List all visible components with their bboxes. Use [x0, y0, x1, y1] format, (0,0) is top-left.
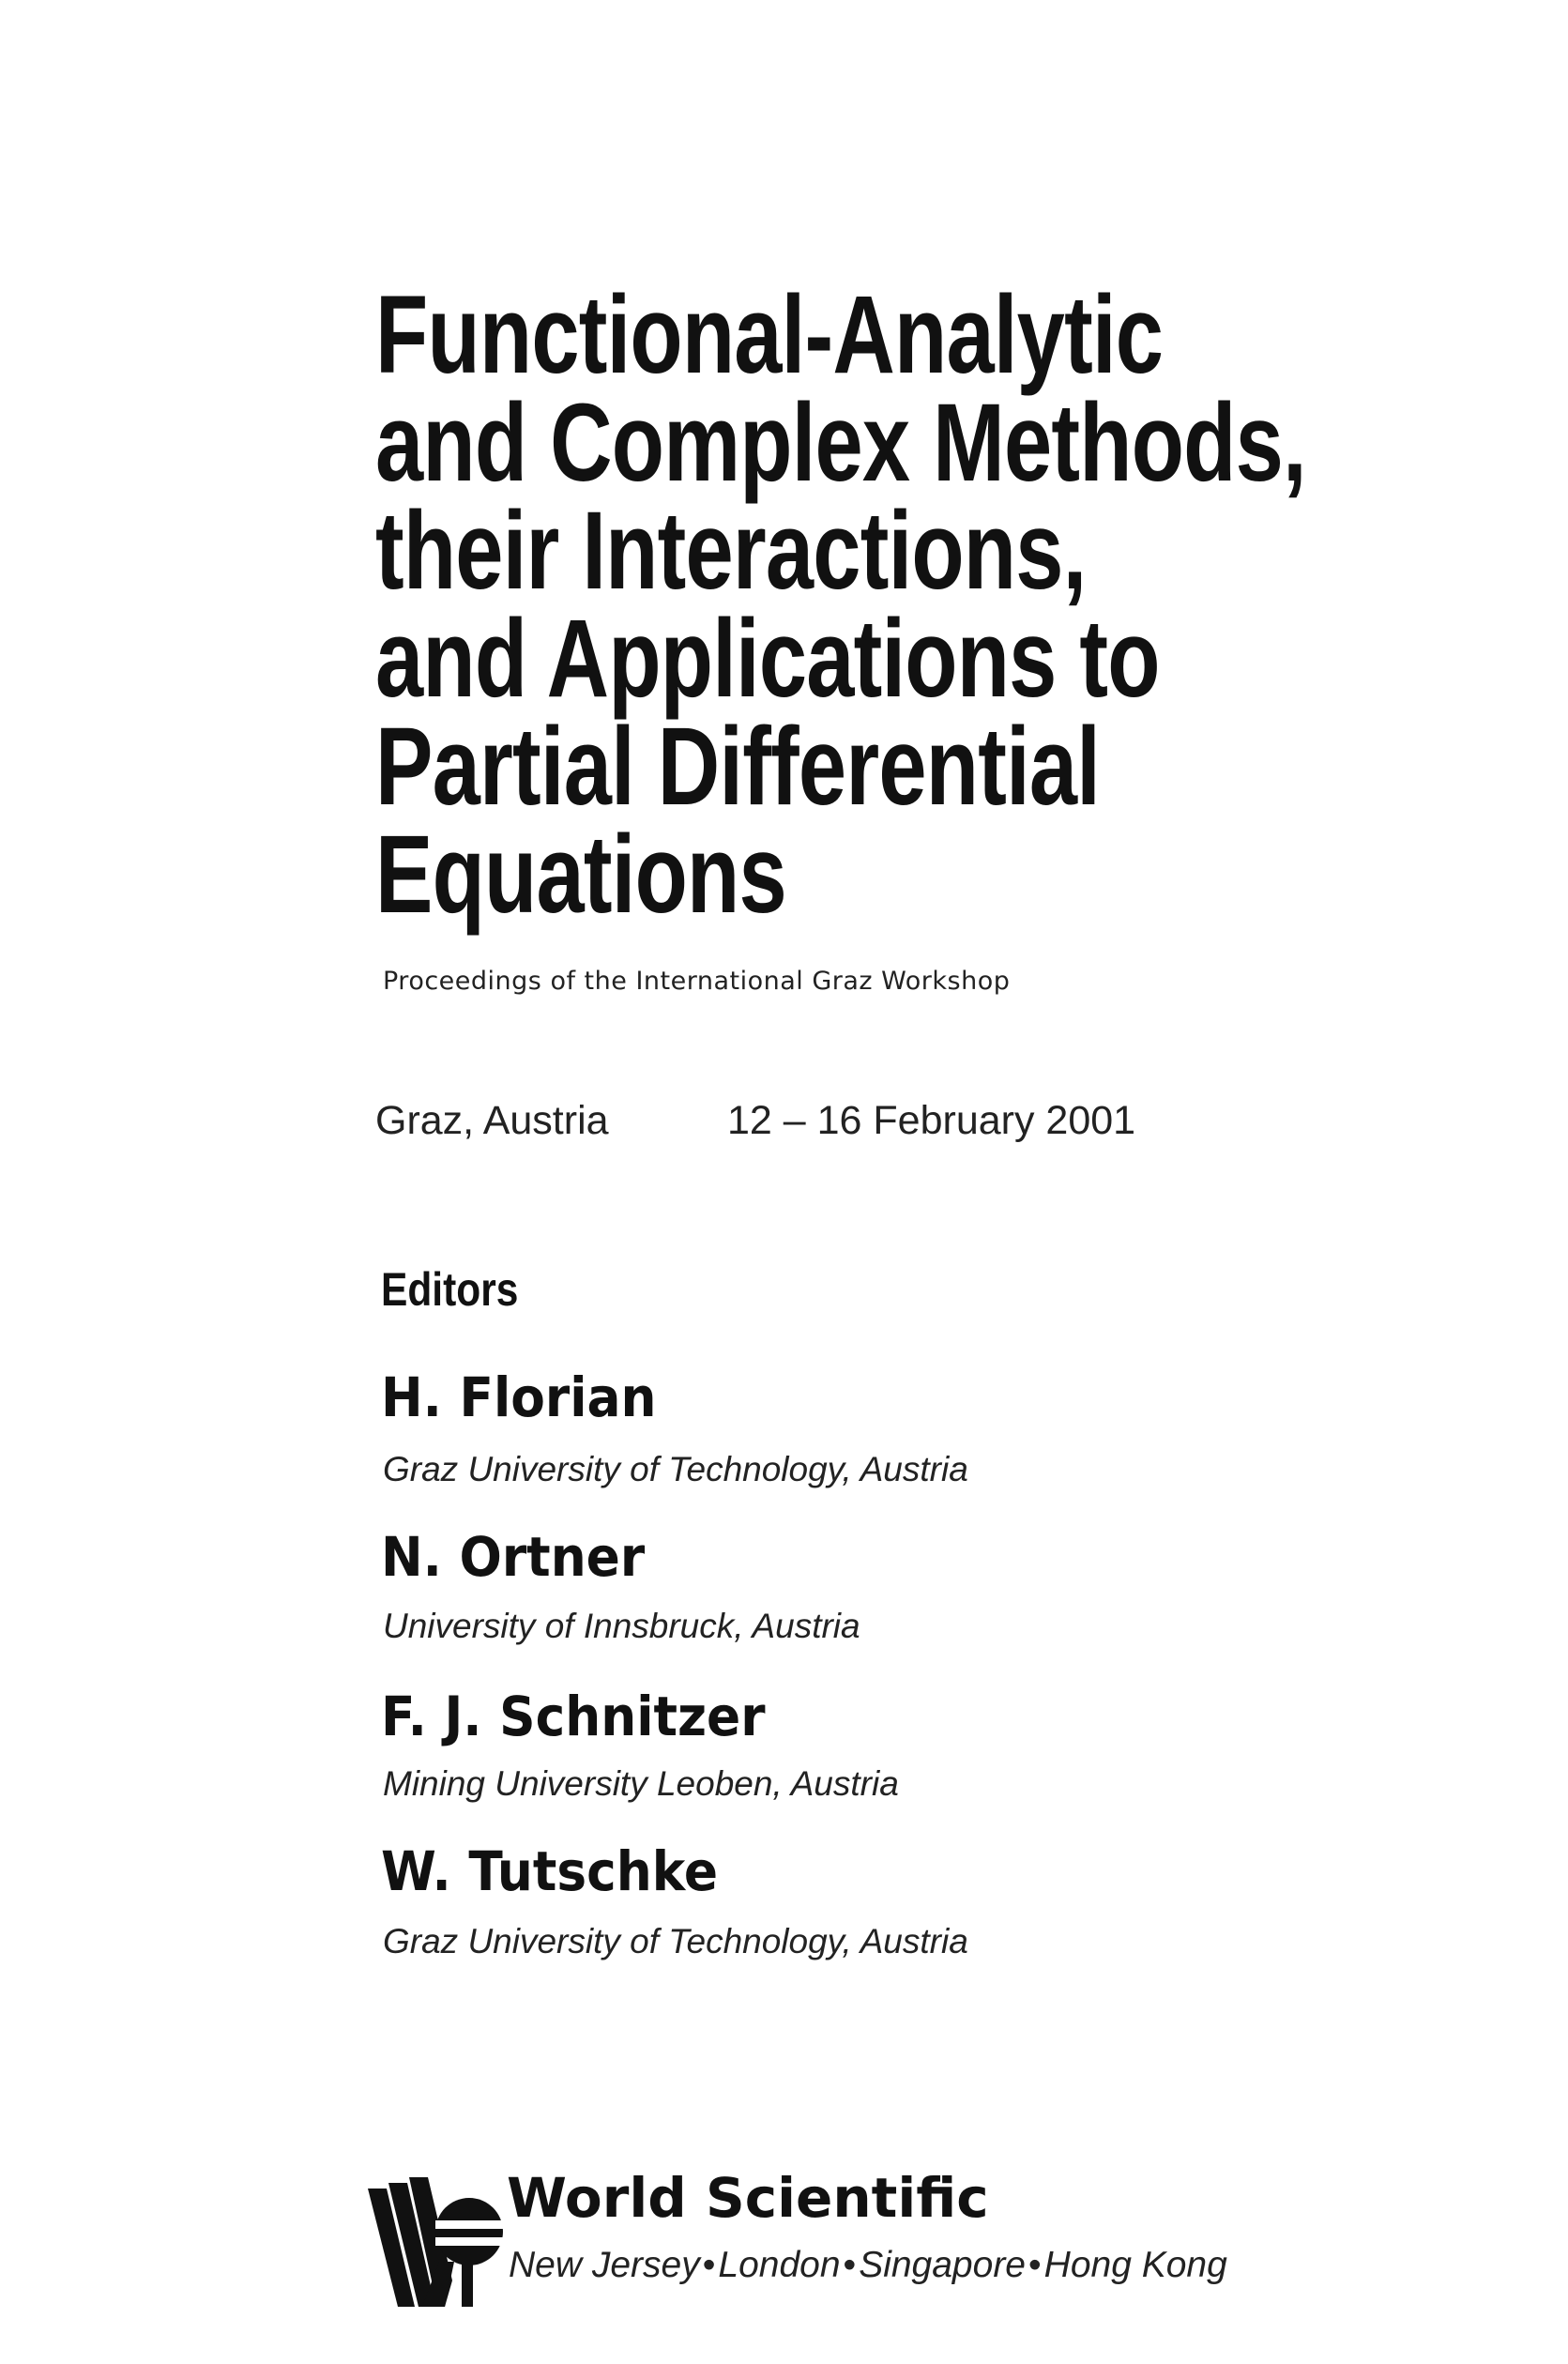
separator: •	[702, 2245, 716, 2285]
editor-affiliation: Mining University Leoben, Austria	[383, 1764, 899, 1803]
editor-name: W. Tutschke	[381, 1839, 719, 1903]
editor-name: H. Florian	[381, 1365, 657, 1429]
editor-affiliation: Graz University of Technology, Austria	[383, 1922, 968, 1960]
title-line: Partial Differential	[375, 705, 1101, 829]
city: Hong Kong	[1043, 2245, 1227, 2285]
title-line: and Applications to	[375, 597, 1160, 721]
dates: 12 – 16 February 2001	[727, 1098, 1136, 1143]
city: London	[718, 2245, 841, 2285]
title-line: their Interactions,	[375, 489, 1087, 613]
subtitle: Proceedings of the International Graz Workshop	[383, 967, 1011, 996]
city: Singapore	[859, 2245, 1026, 2285]
venue: Graz, Austria	[375, 1098, 609, 1143]
editor-affiliation: Graz University of Technology, Austria	[383, 1450, 968, 1488]
title-line: and Complex Methods,	[375, 381, 1306, 505]
publisher-name: World Scientific	[507, 2166, 989, 2230]
separator: •	[843, 2245, 857, 2285]
editor-name: F. J. Schnitzer	[381, 1685, 766, 1748]
publisher-cities	[509, 2245, 1227, 2286]
editor-name: N. Ortner	[381, 1525, 646, 1589]
separator: •	[1028, 2245, 1042, 2285]
city: New Jersey	[509, 2245, 700, 2285]
book-title	[375, 273, 1314, 937]
title-line: Functional-Analytic	[375, 273, 1164, 397]
publisher-imprint	[366, 2158, 1304, 2346]
editors-heading: Editors	[381, 1263, 519, 1316]
title-line: Equations	[375, 813, 786, 937]
editor-affiliation: University of Innsbruck, Austria	[383, 1607, 860, 1645]
world-scientific-logo-icon	[366, 2168, 507, 2309]
